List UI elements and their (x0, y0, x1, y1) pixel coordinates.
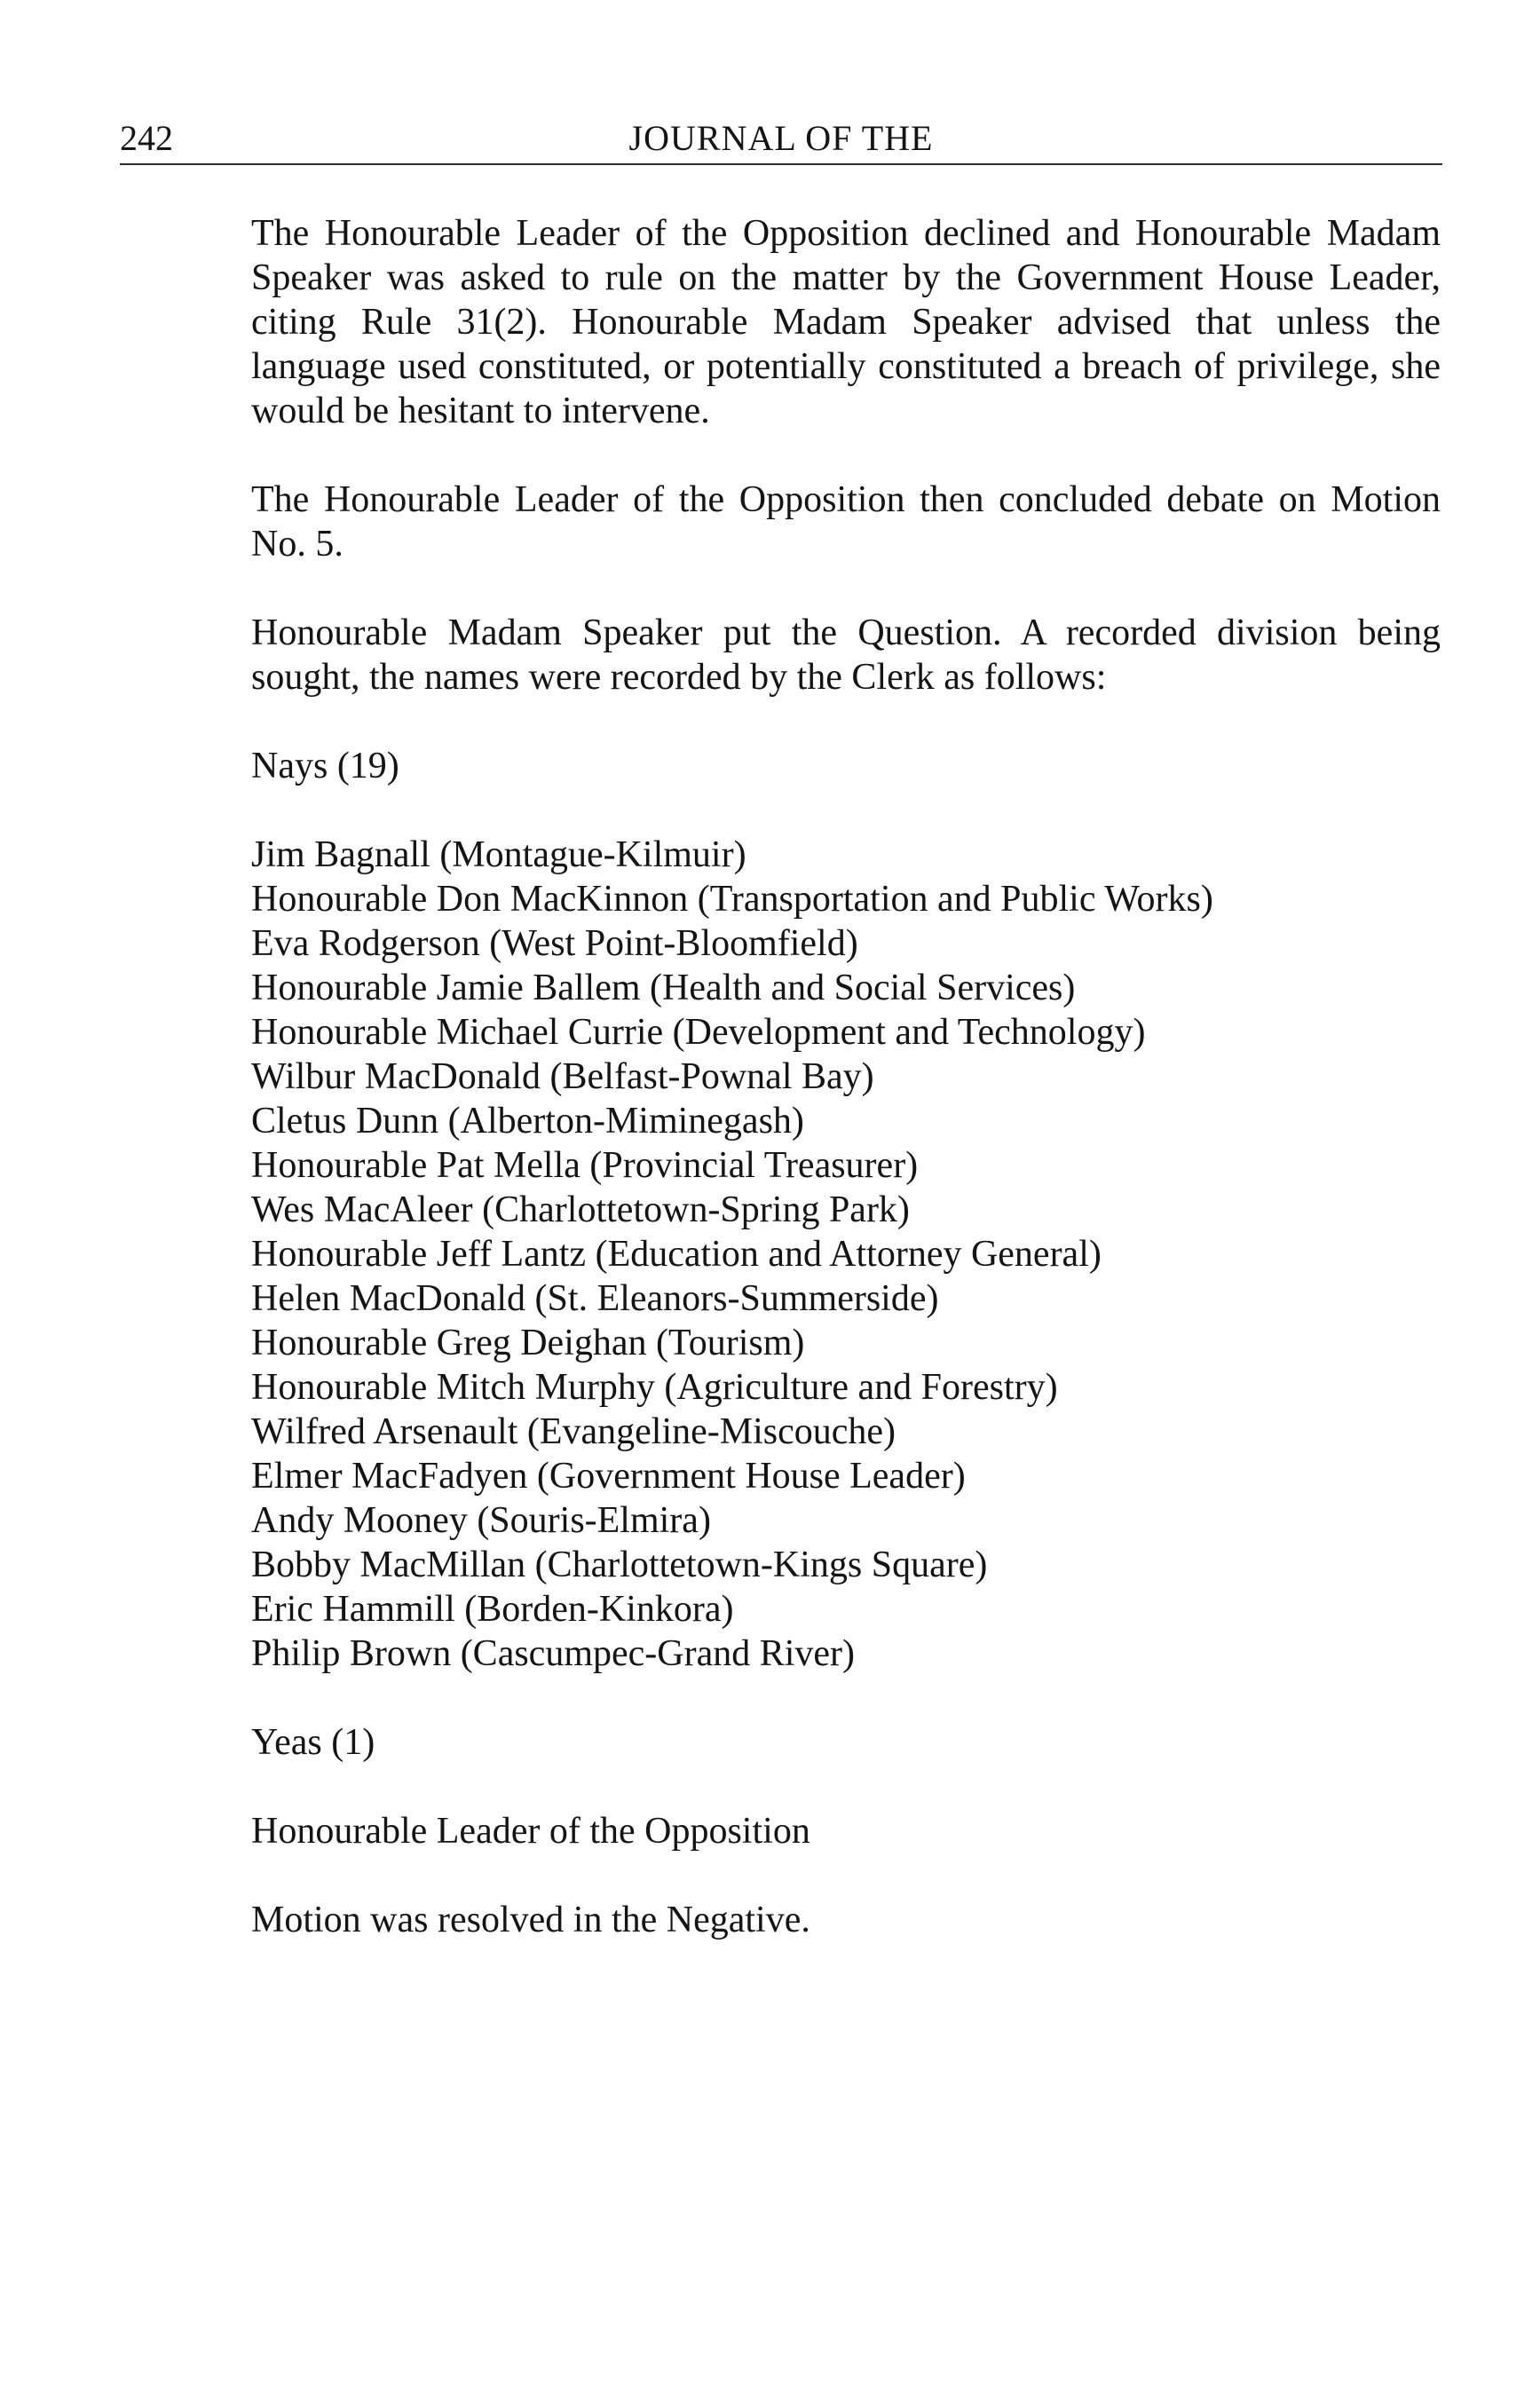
nays-member: Honourable Mitch Murphy (Agriculture and Forestry) (251, 1367, 1058, 1408)
yeas-list (251, 1809, 1441, 1853)
nays-member: Wes MacAleer (Charlottetown-Spring Park) (251, 1189, 910, 1230)
nays-member: Honourable Greg Deighan (Tourism) (251, 1323, 805, 1363)
nays-member: Eric Hammill (Borden-Kinkora) (251, 1589, 734, 1630)
yeas-heading: Yeas (1) (251, 1722, 375, 1763)
nays-member: Honourable Don MacKinnon (Transportation and Public Works) (251, 879, 1213, 920)
running-title: JOURNAL OF THE (628, 118, 934, 158)
nays-member: Bobby MacMillan (Charlottetown-Kings Square) (251, 1545, 988, 1585)
nays-member: Helen MacDonald (St. Eleanors-Summerside) (251, 1278, 939, 1319)
nays-member: Andy Mooney (Souris-Elmira) (251, 1500, 711, 1541)
journal-body (251, 211, 1441, 1987)
nays-member: Cletus Dunn (Alberton-Miminegash) (251, 1101, 804, 1142)
nays-member: Elmer MacFadyen (Government House Leader) (251, 1456, 966, 1497)
yeas-member: Honourable Leader of the Opposition (251, 1811, 810, 1852)
paragraph-debate-concluded: The Honourable Leader of the Opposition then concluded debate on Motion No. 5. (251, 479, 1441, 565)
nays-member: Jim Bagnall (Montague-Kilmuir) (251, 834, 746, 875)
paragraph-question-put: Honourable Madam Speaker put the Question. A recorded division being sought, the names were recorded by the Clerk as follows: (251, 612, 1441, 698)
nays-member: Philip Brown (Cascumpec-Grand River) (251, 1633, 856, 1674)
nays-member: Wilfred Arsenault (Evangeline-Miscouche) (251, 1411, 896, 1452)
page-header (120, 114, 1442, 165)
nays-member: Honourable Jeff Lantz (Education and Attorney General) (251, 1234, 1102, 1275)
nays-member: Honourable Jamie Ballem (Health and Social Services) (251, 968, 1076, 1008)
nays-member: Honourable Pat Mella (Provincial Treasurer) (251, 1145, 919, 1186)
nays-heading: Nays (19) (251, 746, 399, 786)
page-number: 242 (120, 118, 173, 158)
nays-member: Eva Rodgerson (West Point-Bloomfield) (251, 923, 858, 964)
nays-member: Wilbur MacDonald (Belfast-Pownal Bay) (251, 1056, 874, 1097)
nays-member: Honourable Michael Currie (Development and Technology) (251, 1012, 1146, 1053)
motion-result: Motion was resolved in the Negative. (251, 1900, 810, 1940)
paragraph-speaker-ruling: The Honourable Leader of the Opposition declined and Honourable Madam Speaker was asked to rule on the matter by the Government House Leader, citing Rule 31(2). Honourable Madam Speaker advised that unless the language used constituted, or potentially constituted a breach of privilege, she would be hesitant to intervene. (251, 213, 1441, 431)
nays-list (251, 833, 1441, 1676)
